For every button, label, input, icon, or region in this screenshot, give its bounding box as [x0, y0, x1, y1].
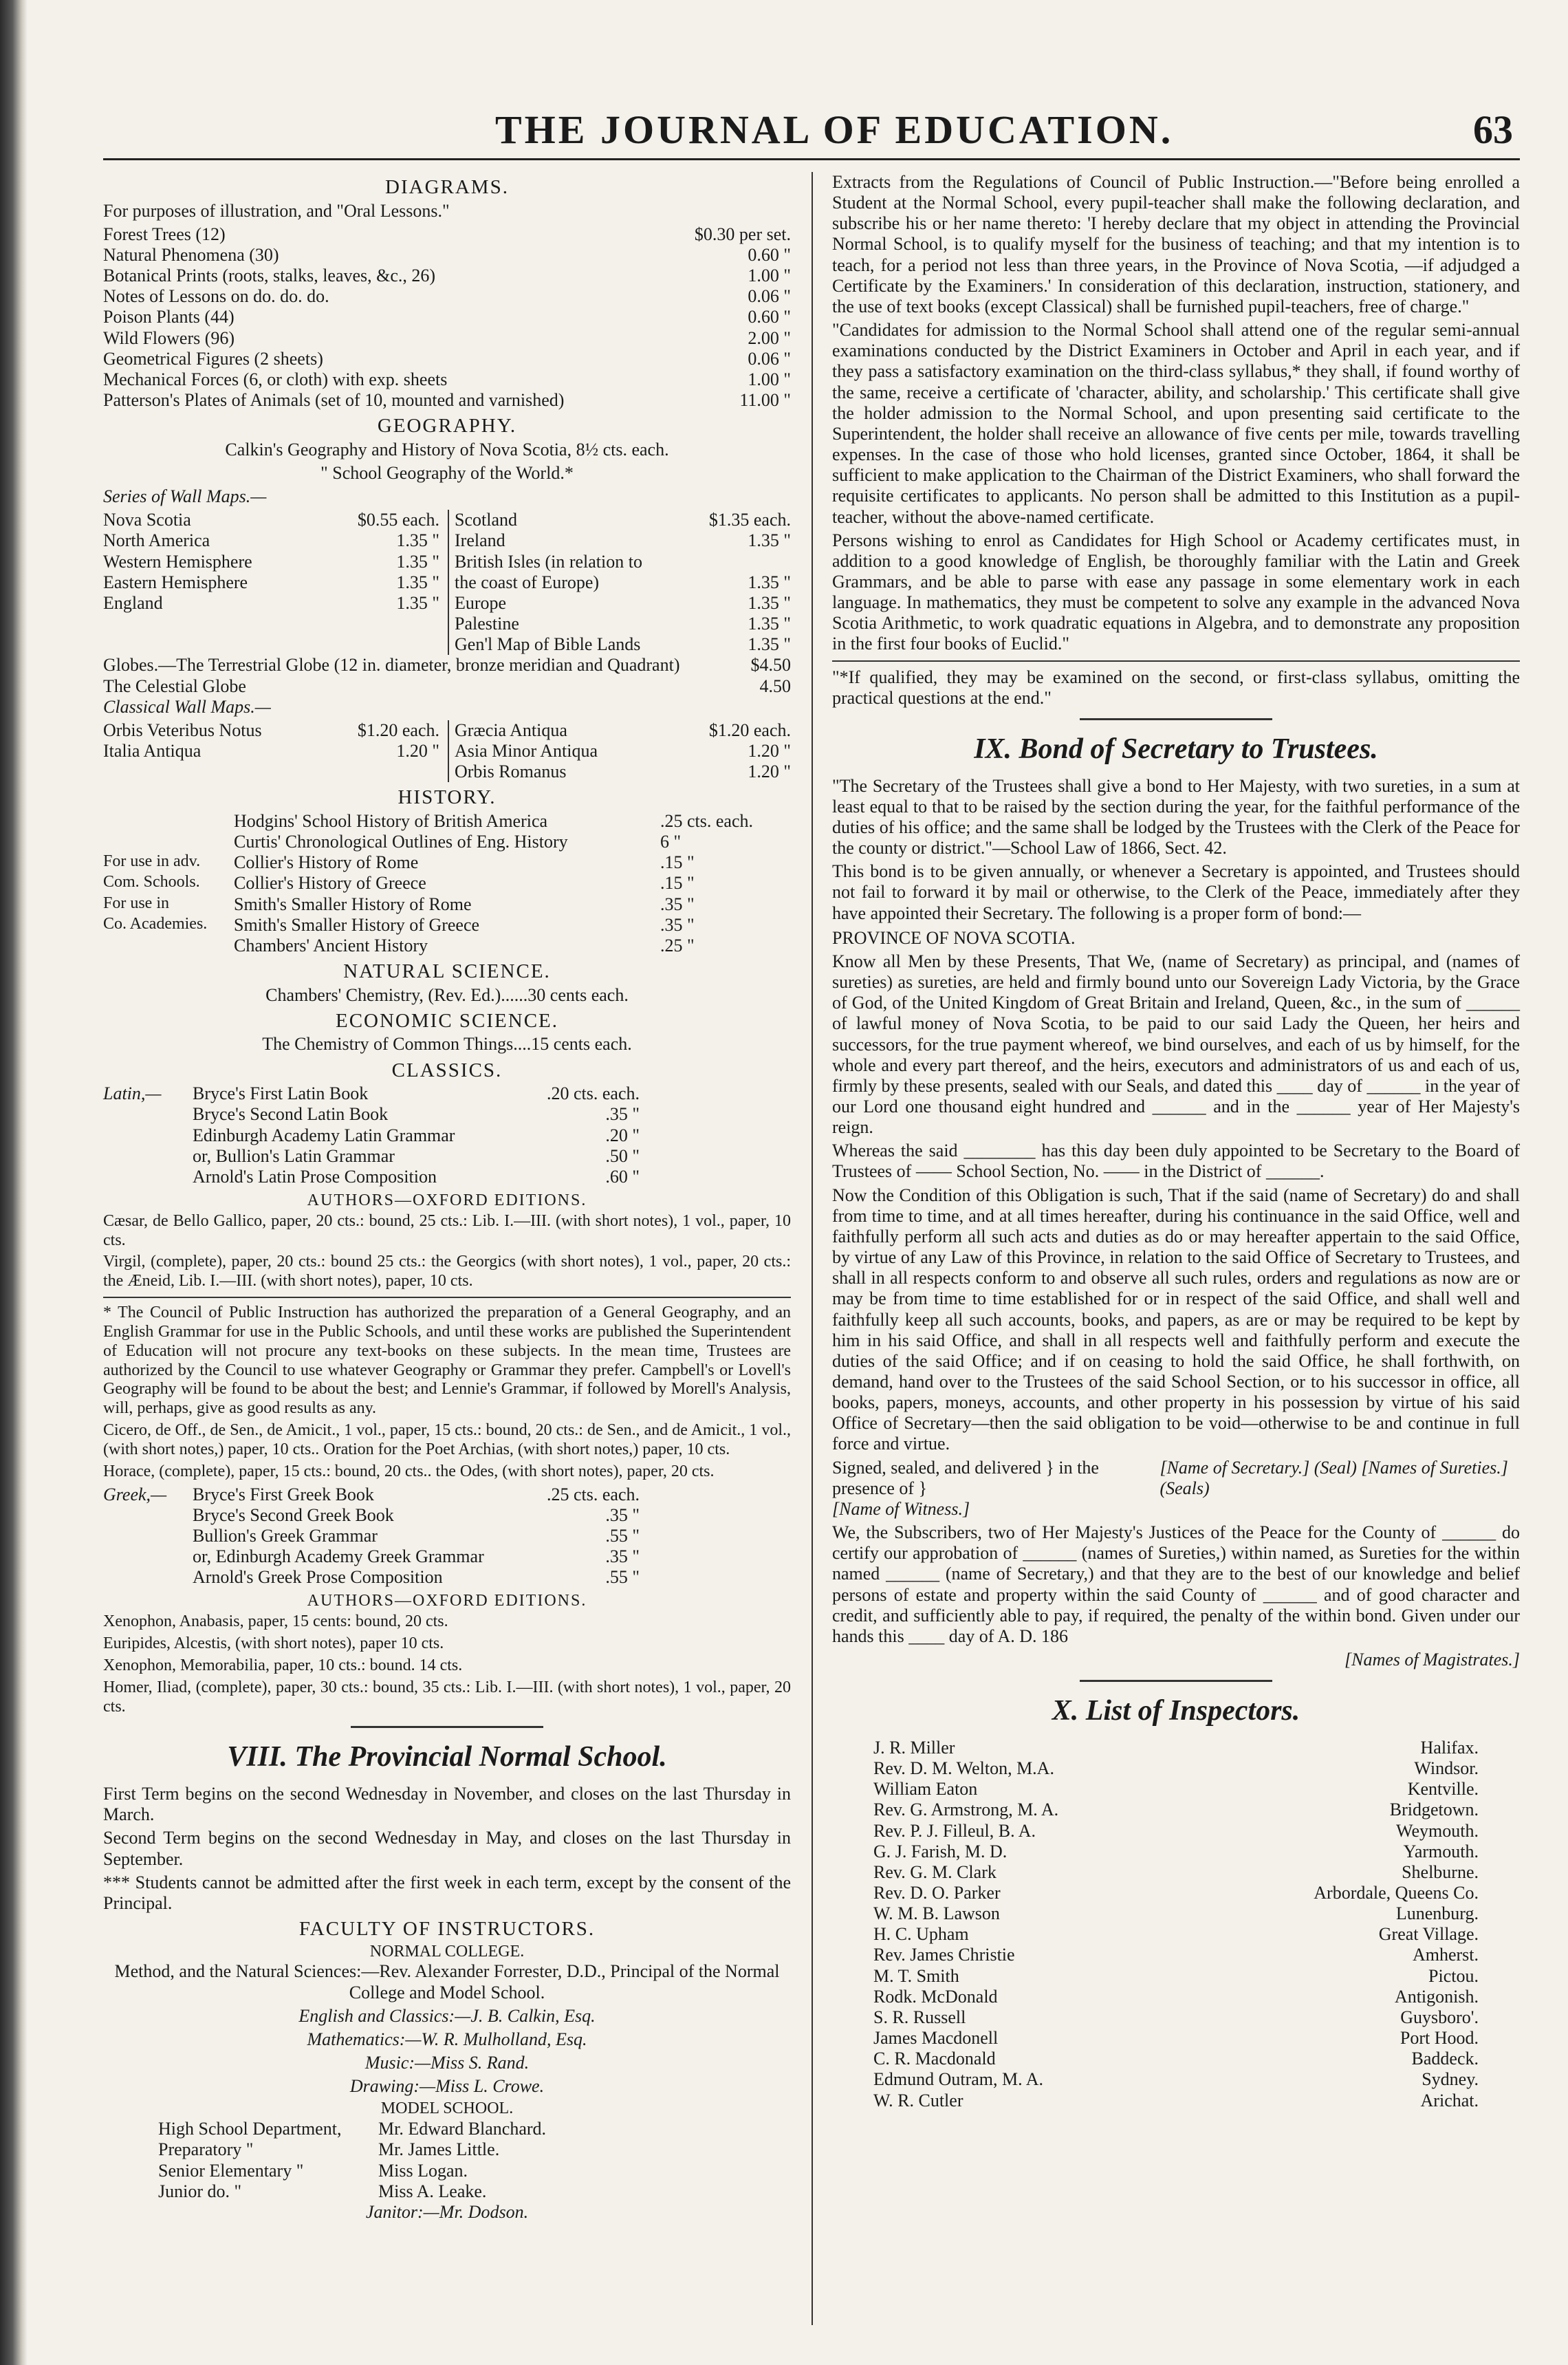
term-line: *** Students cannot be admitted after the first week in each term, except by the consent of the Principal. — [103, 1872, 791, 1913]
section-9-title: IX. Bond of Secretary to Trustees. — [974, 733, 1378, 765]
model-school-item — [158, 2161, 791, 2181]
author-entry: Homer, Iliad, (complete), paper, 30 cts.: bound, 35 cts.: Lib. I.—III. (with short notes), 1 vol., paper, 20 cts. — [103, 1678, 791, 1716]
history-group: Com. Schools. — [103, 873, 200, 892]
wall-maps-left — [103, 510, 448, 655]
item-title: Orbis Romanus — [455, 762, 567, 782]
history-title: Smith's Smaller History of Rome — [234, 894, 472, 914]
qualified-note: "*If qualified, they may be examined on the second, or first-class syllabus, omitting the practical questions at the end." — [832, 667, 1520, 708]
inspector-name: Edmund Outram, M. A. — [873, 2069, 1043, 2090]
inspector-row — [873, 1821, 1479, 1842]
model-department: Senior Elementary " — [158, 2160, 304, 2181]
item-price: 1.35 " — [748, 592, 791, 613]
inspector-row — [873, 1738, 1479, 1758]
history-item — [103, 873, 791, 894]
page-header — [103, 103, 1520, 160]
latin-book-item — [193, 1104, 640, 1125]
item-title: Nova Scotia — [103, 510, 191, 530]
inspector-name: Rev. D. M. Welton, M.A. — [873, 1758, 1054, 1779]
model-school-heading: MODEL SCHOOL. — [380, 2099, 514, 2118]
celestial-title: The Celestial Globe — [103, 676, 246, 696]
author-entry: Virgil, (complete), paper, 20 cts.: bound 25 cts.: the Georgics (with short notes), 1 vol., paper, 20 cts.: the Æneid, Lib. I.—III. (with short notes), paper, 10 cts. — [103, 1253, 791, 1291]
inspector-place: Arbordale, Queens Co. — [1314, 1883, 1479, 1903]
wall-map-item — [455, 510, 791, 530]
greek-block — [103, 1484, 791, 1588]
inspector-place: Port Hood. — [1400, 2028, 1479, 2049]
history-item — [103, 832, 791, 852]
item-title: Arnold's Latin Prose Composition — [193, 1166, 437, 1187]
inspector-name: Rev. G. M. Clark — [873, 1861, 997, 1882]
globes-line: Globes.—The Terrestrial Globe (12 in. diameter, bronze meridian and Quadrant) — [103, 655, 680, 676]
signature-row — [832, 1458, 1520, 1499]
author-entry: Cicero, de Off., de Sen., de Amicit., 1 vol., paper, 15 cts.: bound, 20 cts.: de Sen., and de Amicit., 1 vol., (with short notes,) paper, 10 cts.. Oration for the Poet Archias, (with short notes,) paper, 10 cts. — [103, 1421, 791, 1458]
item-title: Bryce's First Latin Book — [193, 1083, 369, 1104]
item-price: .55 " — [605, 1525, 640, 1546]
history-item — [103, 852, 791, 873]
history-title: Smith's Smaller History of Greece — [234, 914, 480, 935]
inspector-place: Halifax. — [1420, 1737, 1479, 1758]
term-line: Second Term begins on the second Wednesday in May, and closes on the last Thursday in September. — [103, 1828, 791, 1869]
wall-map-item — [455, 572, 791, 593]
item-title: British Isles (in relation to — [455, 551, 642, 572]
geography-line: Calkin's Geography and History of Nova Scotia, 8½ cts. each. — [225, 439, 669, 460]
section-divider — [1080, 1680, 1272, 1682]
model-school-list — [103, 2119, 791, 2202]
item-title: Bullion's Greek Grammar — [193, 1525, 378, 1546]
inspector-place: Baddeck. — [1411, 2049, 1479, 2069]
item-title: the coast of Europe) — [455, 572, 600, 592]
author-entry: Xenophon, Anabasis, paper, 15 cents: bound, 20 cts. — [103, 1612, 448, 1631]
faculty-entry: Mathematics:—W. R. Mulholland, Esq. — [307, 2029, 587, 2049]
faculty-heading: FACULTY OF INSTRUCTORS. — [298, 1918, 596, 1940]
inspector-place: Yarmouth. — [1403, 1841, 1479, 1861]
item-price: 1.35 " — [396, 551, 439, 572]
item-price: $1.35 each. — [708, 510, 791, 530]
inspector-row — [873, 2028, 1479, 2049]
wall-map-item — [103, 572, 439, 593]
greek-book-item — [193, 1546, 640, 1567]
history-price: .35 " — [660, 894, 695, 914]
wall-map-item — [103, 510, 439, 530]
greek-authors — [103, 1612, 791, 1716]
item-price: 1.20 " — [748, 762, 791, 782]
item-title: Scotland — [455, 510, 517, 530]
diagram-item — [103, 390, 791, 411]
item-price: .35 " — [605, 1104, 640, 1125]
note-divider — [832, 660, 1520, 662]
item-title: Orbis Veteribus Notus — [103, 720, 262, 740]
globes-row — [103, 655, 791, 676]
item-price: 0.06 " — [748, 286, 791, 307]
item-price: 1.00 " — [748, 369, 791, 389]
journal-title: THE JOURNAL OF EDUCATION. — [495, 107, 1174, 152]
book-spine — [0, 0, 28, 2365]
faculty-entry: Music:—Miss S. Rand. — [364, 2053, 530, 2073]
item-title: Bryce's First Greek Book — [193, 1484, 374, 1504]
greek-book-item — [193, 1505, 640, 1526]
item-price: .35 " — [605, 1504, 640, 1525]
persons-paragraph: Persons wishing to enrol as Candidates for High School or Academy certificates must, in addition to a good knowledge of English, be thoroughly familiar with the Latin and Greek Grammars, and be able to parse with ease any passage in some elementary work in each language. In mathematics, they must be competent to solve any example in the advanced Nova Scotia Arithmetic, to work quadratic equations in Algebra, and to demonstrate any proposition in the first four books of Euclid." — [832, 530, 1520, 654]
inspector-place: Lunenburg. — [1395, 1903, 1479, 1924]
inspector-name: Rev. James Christie — [873, 1945, 1015, 1965]
inspector-place: Windsor. — [1414, 1758, 1479, 1779]
inspector-row — [873, 1924, 1479, 1945]
inspector-name: Rodk. McDonald — [873, 1986, 998, 2007]
inspector-row — [873, 1758, 1479, 1779]
author-entry: Xenophon, Memorabilia, paper, 10 cts.: bound. 14 cts. — [103, 1656, 463, 1674]
inspector-name: J. R. Miller — [873, 1737, 955, 1758]
inspector-place: Great Village. — [1378, 1924, 1479, 1945]
item-price: $1.20 each. — [357, 720, 439, 740]
author-entry: Euripides, Alcestis, (with short notes), paper 10 cts. — [103, 1634, 444, 1653]
diagram-item — [103, 224, 791, 245]
wall-map-item — [455, 552, 791, 572]
item-price: .60 " — [605, 1166, 640, 1187]
history-price: .35 " — [660, 914, 695, 935]
magistrates-line: [Names of Magistrates.] — [1344, 1650, 1520, 1670]
item-price: .55 " — [605, 1567, 640, 1588]
journal-page — [103, 103, 1520, 2332]
candidates-paragraph: "Candidates for admission to the Normal School shall attend one of the regular semi-annual examinations conducted by the District Examiners in October and April in each year, and if they pass a satisfactory examination on the third-class syllabus,* they shall, if found worthy of the same, receive a certificate of 'character, ability, and scholarship.' This certificate shall give the holder admission to the Normal School, and upon presenting said certificate to the Superintendent, the holder shall receive an allowance of five cents per mile, towards travelling expenses. In the case of those who hold licenses, granted since October, 1864, it shall be sufficient to make application to the Chairman of the District Examiners, who shall forward the requisite certificates to applicants. No person shall be admitted to this Institution as a pupil-teacher, without the above-named certificate. — [832, 320, 1520, 527]
history-price: .15 " — [660, 852, 695, 873]
item-title: Edinburgh Academy Latin Grammar — [193, 1125, 455, 1145]
item-title: Asia Minor Antiqua — [455, 741, 598, 761]
inspector-place: Shelburne. — [1402, 1861, 1479, 1882]
item-price: 0.06 " — [748, 348, 791, 369]
diagrams-list — [103, 224, 791, 411]
wall-map-item — [455, 593, 791, 614]
signed-right: [Name of Secretary.] (Seal) [Names of Sureties.] (Seals) — [1159, 1457, 1508, 1498]
item-title: Mechanical Forces (6, or cloth) with exp. sheets — [103, 369, 448, 389]
model-teacher: Mr. Edward Blanchard. — [378, 2119, 547, 2139]
classical-map-item — [103, 741, 439, 762]
item-price: 1.20 " — [748, 741, 791, 761]
history-item — [103, 894, 791, 915]
item-price: .50 " — [605, 1145, 640, 1166]
whereas-paragraph: Whereas the said ________ has this day been duly appointed to be Secretary to the Board of Trustees of —— School Section, No. —— in the District of ______. — [832, 1141, 1520, 1182]
history-group: For use in — [103, 894, 169, 912]
globes-price: $4.50 — [750, 655, 791, 676]
item-price: .20 cts. each. — [546, 1083, 640, 1104]
history-price: 6 " — [660, 832, 682, 852]
item-price: 1.35 " — [396, 572, 439, 592]
inspector-row — [873, 1779, 1479, 1800]
inspector-place: Guysboro'. — [1400, 2007, 1479, 2027]
wall-map-item — [455, 530, 791, 551]
faculty-entry: Drawing:—Miss L. Crowe. — [349, 2076, 545, 2097]
greek-book-item — [193, 1567, 640, 1588]
wall-map-item — [455, 614, 791, 634]
item-price: 0.60 " — [748, 244, 791, 265]
item-price: 1.35 " — [748, 634, 791, 655]
history-group: For use in adv. — [103, 852, 201, 871]
footnote-divider — [103, 1297, 791, 1298]
geography-line: " School Geography of the World.* — [320, 462, 574, 483]
latin-label: Latin,— — [103, 1083, 162, 1104]
item-price: 1.20 " — [396, 741, 439, 761]
province-heading: PROVINCE OF NOVA SCOTIA. — [832, 927, 1076, 948]
item-title: Forest Trees (12) — [103, 224, 226, 244]
item-title: or, Bullion's Latin Grammar — [193, 1145, 395, 1166]
wall-map-item — [103, 552, 439, 572]
model-school-item — [158, 2181, 791, 2202]
item-title: Wild Flowers (96) — [103, 327, 235, 348]
history-group — [103, 936, 234, 956]
diagrams-heading: DIAGRAMS. — [385, 176, 509, 198]
latin-book-item — [193, 1167, 640, 1187]
model-department: Preparatory " — [158, 2139, 254, 2160]
wall-map-item — [455, 634, 791, 655]
column-divider — [812, 172, 813, 2325]
item-title: Botanical Prints (roots, stalks, leaves, &c., 26) — [103, 266, 436, 286]
wall-map-item — [103, 530, 439, 551]
celestial-price: 4.50 — [759, 676, 791, 696]
item-price: $1.20 each. — [708, 720, 791, 740]
footnote: * The Council of Public Instruction has authorized the preparation of a General Geography, and an English Grammar for use in the Public Schools, and until these works are published the Superintendent of Education will not procure any text-books on these subjects. In the mean time, Trustees are authorized by the Council to use whatever Geography or Grammar they prefer. Campbell's or Lovell's Geography will be found to be about the best; and Lennie's Grammar, if followed by Morell's Analysis, will, perhaps, give as good results as any. — [103, 1304, 791, 1418]
normal-college-heading: NORMAL COLLEGE. — [369, 1942, 525, 1961]
inspector-name: William Eaton — [873, 1779, 978, 1800]
inspector-place: Arichat. — [1420, 2090, 1479, 2110]
inspector-row — [873, 2069, 1479, 2090]
inspector-name: S. R. Russell — [873, 2007, 966, 2027]
item-title: Gen'l Map of Bible Lands — [455, 634, 641, 655]
item-price: 1.35 " — [748, 530, 791, 551]
history-item — [103, 936, 791, 956]
latin-block — [103, 1083, 791, 1187]
item-title: Palestine — [455, 614, 519, 634]
history-title: Collier's History of Greece — [234, 873, 426, 894]
item-price: 1.35 " — [748, 572, 791, 592]
signed-left: Signed, sealed, and delivered } in the presence of } — [832, 1457, 1099, 1498]
item-price: $0.30 per set. — [694, 224, 791, 244]
model-department: High School Department, — [158, 2119, 342, 2139]
inspector-name: Rev. G. Armstrong, M. A. — [873, 1800, 1059, 1820]
item-price: 0.60 " — [748, 307, 791, 327]
wall-maps-table — [103, 510, 791, 655]
latin-book-item — [193, 1083, 640, 1104]
inspector-row — [873, 1883, 1479, 1903]
inspector-place: Sydney. — [1422, 2069, 1479, 2090]
bond-annual: This bond is to be given annually, or whenever a Secretary is appointed, and Trustees should not fail to forward it by mail or otherwise, to the Clerk of the Peace, immediately after they have appointed their Secretary. The following is a proper form of bond:— — [832, 861, 1520, 923]
item-title: or, Edinburgh Academy Greek Grammar — [193, 1546, 484, 1567]
economic-line: The Chemistry of Common Things....15 cents each. — [262, 1034, 632, 1055]
greek-list — [193, 1484, 791, 1588]
inspector-row — [873, 1842, 1479, 1862]
model-school-item — [158, 2119, 791, 2139]
history-title: Collier's History of Rome — [234, 852, 419, 873]
item-title: Geometrical Figures (2 sheets) — [103, 348, 323, 369]
history-list — [103, 811, 791, 956]
history-item — [103, 811, 791, 832]
inspector-row — [873, 2091, 1479, 2111]
greek-book-item — [193, 1526, 640, 1546]
item-price: .20 " — [605, 1125, 640, 1145]
wall-maps-label: Series of Wall Maps.— — [103, 486, 267, 507]
janitor-line: Janitor:—Mr. Dodson. — [365, 2201, 529, 2222]
classical-map-item — [103, 720, 439, 741]
item-title: Patterson's Plates of Animals (set of 10, mounted and varnished) — [103, 390, 565, 411]
classical-right — [448, 720, 791, 782]
item-price: 1.35 " — [396, 530, 439, 551]
model-school-item — [158, 2139, 791, 2160]
inspector-place: Weymouth. — [1396, 1820, 1479, 1841]
history-price: .25 " — [660, 935, 695, 955]
greek-book-item — [193, 1484, 640, 1505]
inspector-row — [873, 1800, 1479, 1820]
authors-heading: AUTHORS—OXFORD EDITIONS. — [307, 1191, 587, 1209]
inspector-name: Rev. P. J. Filleul, B. A. — [873, 1820, 1036, 1841]
inspector-name: Rev. D. O. Parker — [873, 1883, 1001, 1903]
item-title: Poison Plants (44) — [103, 307, 235, 327]
item-title: England — [103, 592, 163, 613]
inspector-name: W. R. Cutler — [873, 2090, 963, 2110]
extracts-paragraph: Extracts from the Regulations of Council of Public Instruction.—"Before being enrolled a Student at the Normal School, every pupil-teacher shall make the following declaration, and subscribe his or her name thereto: 'I hereby declare that my object in attending the Provincial Normal School, is to qualify myself for the business of teaching; and that my intention is to teach, for a period not less than three years, in the Province of Nova Scotia, —if adjudged a Certificate by the Examiners.' In consideration of this declaration, instruction, stationery, and the use of text books (except Classical) shall be furnished pupil-teachers, free of charge." — [832, 172, 1520, 316]
inspector-row — [873, 1966, 1479, 1987]
classical-map-item — [455, 762, 791, 782]
latin-book-item — [193, 1125, 640, 1146]
diagram-item — [103, 369, 791, 390]
item-title: Western Hemisphere — [103, 551, 252, 572]
natural-heading: NATURAL SCIENCE. — [343, 960, 551, 983]
classical-maps-table — [103, 720, 791, 782]
item-title: Bryce's Second Greek Book — [193, 1504, 394, 1525]
wall-map-item — [103, 593, 439, 614]
model-teacher: Miss Logan. — [378, 2160, 468, 2181]
term-line: First Term begins on the second Wednesday in November, and closes on the last Thursday in March. — [103, 1784, 791, 1825]
classics-heading: CLASSICS. — [391, 1059, 503, 1081]
history-group — [103, 811, 234, 832]
item-price: .35 " — [605, 1546, 640, 1567]
item-price: 11.00 " — [739, 390, 791, 411]
history-price: .15 " — [660, 873, 695, 894]
history-group: Co. Academies. — [103, 914, 208, 933]
inspector-row — [873, 2007, 1479, 2028]
inspector-row — [873, 1987, 1479, 2007]
witness-line: [Name of Witness.] — [832, 1498, 970, 1519]
history-title: Hodgins' School History of British America — [234, 810, 548, 831]
item-title: Europe — [455, 592, 507, 613]
item-title: Eastern Hemisphere — [103, 572, 248, 592]
geography-heading: GEOGRAPHY. — [377, 415, 517, 438]
greek-label: Greek,— — [103, 1484, 167, 1504]
inspector-name: C. R. Macdonald — [873, 2049, 996, 2069]
bond-intro: "The Secretary of the Trustees shall give a bond to Her Majesty, with two sureties, in a sum at least equal to that to be raised by the section during the year, for the faithful performance of the duties of his office; and the same shall be lodged by the Trustees with the Clerk of the Peace for the county or district."—School Law of 1866, Sect. 42. — [832, 775, 1520, 858]
model-teacher: Mr. James Little. — [378, 2139, 500, 2160]
classical-map-item — [455, 720, 791, 741]
page-number: 63 — [1473, 107, 1513, 152]
section-10-title: X. List of Inspectors. — [1052, 1695, 1300, 1727]
authors-heading: AUTHORS—OXFORD EDITIONS. — [307, 1592, 587, 1610]
classical-map-item — [455, 741, 791, 762]
section-divider — [351, 1726, 543, 1728]
inspector-place: Antigonish. — [1394, 1986, 1479, 2007]
item-title: North America — [103, 530, 210, 551]
inspector-name: M. T. Smith — [873, 1965, 959, 1986]
diagram-item — [103, 266, 791, 286]
history-title: Curtis' Chronological Outlines of Eng. History — [234, 832, 568, 852]
know-all-paragraph: Know all Men by these Presents, That We, (name of Secretary) as principal, and (names of sureties) as sureties, are held and firmly bound unto our Sovereign Lady Victoria, by the Grace of God, of the United Kingdom of Great Britain and Ireland, Queen, &c., in the sum of ______ of lawful money of Nova Scotia, to be paid to our said Lady the Queen, her heirs and successors, for the true payment whereof, we bind ourselves, and each of us by himself, for the whole and every part thereof, and the heirs, executors and administrators of us and each of us, firmly by these presents, sealed with our Seals, and dated this ____ day of ______ in the year of our Lord one thousand eight hundred and ______ and in the ______ year of Her Majesty's reign. — [832, 951, 1520, 1138]
section-8-title: VIII. The Provincial Normal School. — [227, 1741, 667, 1773]
diagram-item — [103, 307, 791, 327]
classical-label: Classical Wall Maps.— — [103, 696, 271, 717]
diagrams-intro: For purposes of illustration, and "Oral Lessons." — [103, 200, 450, 221]
inspector-name: G. J. Farish, M. D. — [873, 1841, 1008, 1861]
faculty-entry: English and Classics:—J. B. Calkin, Esq. — [298, 2005, 596, 2026]
inspectors-list — [832, 1738, 1520, 2111]
right-column — [832, 172, 1520, 2111]
subscribers-paragraph: We, the Subscribers, two of Her Majesty's Justices of the Peace for the County of ______ do certify our approbation of ______ (names of Sureties,) within named, as Sureties for the within named ______ (name of Secretary,) and that they are to the best of our knowledge and belief persons of estate and property within the said County of ______ and of good character and credit, and sufficiently able to pay, if required, the penalty of the within bond. Given under our hands this ____ day of A. D. 186 — [832, 1522, 1520, 1646]
item-price: 1.35 " — [396, 592, 439, 613]
history-title: Chambers' Ancient History — [234, 935, 428, 955]
item-price: .25 cts. each. — [546, 1484, 640, 1504]
inspector-name: W. M. B. Lawson — [873, 1903, 1000, 1924]
history-heading: HISTORY. — [398, 786, 497, 809]
section-divider — [1080, 718, 1272, 720]
diagram-item — [103, 349, 791, 369]
item-price: $0.55 each. — [357, 510, 439, 530]
latin-book-item — [193, 1146, 640, 1167]
inspector-place: Amherst. — [1412, 1945, 1479, 1965]
history-group — [103, 832, 234, 852]
natural-line: Chambers' Chemistry, (Rev. Ed.)......30 cents each. — [265, 984, 629, 1005]
inspector-name: James Macdonell — [873, 2028, 999, 2049]
author-entry: Cæsar, de Bello Gallico, paper, 20 cts.: bound, 25 cts.: Lib. I.—III. (with short notes), 1 vol., paper, 10 cts. — [103, 1211, 791, 1249]
history-price: .25 cts. each. — [660, 810, 754, 831]
item-title: Notes of Lessons on do. do. do. — [103, 286, 329, 307]
wall-maps-right — [448, 510, 791, 655]
item-title: Ireland — [455, 530, 505, 551]
item-title: Græcia Antiqua — [455, 720, 567, 740]
history-item — [103, 915, 791, 936]
inspector-row — [873, 1903, 1479, 1924]
item-title: Natural Phenomena (30) — [103, 244, 279, 265]
item-title: Arnold's Greek Prose Composition — [193, 1567, 443, 1588]
inspector-row — [873, 1945, 1479, 1965]
author-entry: Horace, (complete), paper, 15 cts.: bound, 20 cts.. the Odes, (with short notes), paper, 20 cts. — [103, 1462, 715, 1480]
inspector-row — [873, 1862, 1479, 1883]
faculty-entry: Method, and the Natural Sciences:—Rev. Alexander Forrester, D.D., Principal of the Normal College and Model School. — [114, 1961, 780, 2002]
condition-paragraph: Now the Condition of this Obligation is such, That if the said (name of Secretary) do and shall from time to time, and at all times hereafter, during his continuance in the said Office, well and faithfully perform all such acts and duties as do or may hereafter appertain to the said Office, by virtue of any Law of this Province, in relation to the said Office of Secretary to Trustees, and shall in all respects conform to and observe all such rules, orders and regulations as now are or may be from time to time established for or in respect of the said Office, and shall well and faithfully keep all such accounts, books, and papers, as are or may be required to be kept by him in his said Office, and shall in all respects well and faithfully perform and execute the duties of the said Office; and if on ceasing to hold the said Office, he shall forthwith, on demand, hand over to the Trustees of the said School Section, or to his successor in office, all books, papers, moneys, accounts, and other property in his possession by virtue of his said Office of Secretary—then the said obligation to be void—otherwise to be and continue in full force and virtue. — [832, 1185, 1520, 1454]
diagram-item — [103, 286, 791, 307]
model-teacher: Miss A. Leake. — [378, 2181, 487, 2201]
latin-list — [193, 1083, 791, 1187]
model-department: Junior do. " — [158, 2181, 242, 2201]
item-price: 1.35 " — [748, 614, 791, 634]
inspector-place: Bridgetown. — [1389, 1800, 1479, 1820]
inspector-place: Pictou. — [1428, 1965, 1479, 1986]
economic-heading: ECONOMIC SCIENCE. — [335, 1009, 558, 1032]
item-price: 2.00 " — [748, 327, 791, 348]
left-column — [103, 172, 791, 2225]
diagram-item — [103, 328, 791, 349]
item-title: Bryce's Second Latin Book — [193, 1104, 389, 1125]
inspector-name: H. C. Upham — [873, 1924, 969, 1945]
diagram-item — [103, 245, 791, 266]
classical-left — [103, 720, 448, 782]
inspector-place: Kentville. — [1407, 1779, 1479, 1800]
item-price: 1.00 " — [748, 266, 791, 286]
celestial-row — [103, 676, 791, 697]
inspector-row — [873, 2049, 1479, 2069]
item-title: Italia Antiqua — [103, 741, 202, 761]
